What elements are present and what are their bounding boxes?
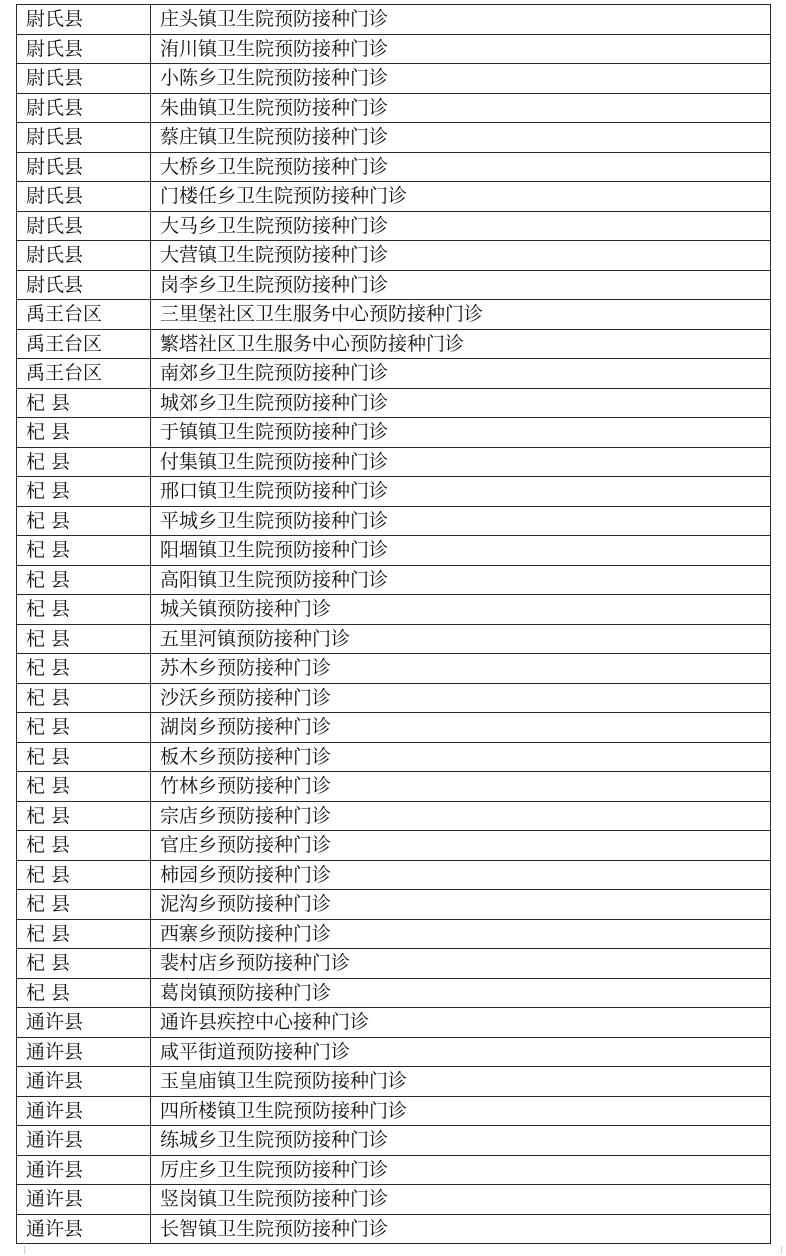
clinic-cell: 南郊乡卫生院预防接种门诊 [151,359,771,389]
district-cell: 通许县 [17,1067,151,1097]
district-cell: 尉氏县 [17,182,151,212]
table-row [17,359,771,389]
district-cell: 杞 县 [17,742,151,772]
table-row [17,64,771,94]
district-cell: 通许县 [17,1008,151,1038]
table-row [17,565,771,595]
clinic-cell: 葛岗镇预防接种门诊 [151,978,771,1008]
document-sheet [16,4,770,1244]
clinic-cell: 大营镇卫生院预防接种门诊 [151,241,771,271]
district-cell: 通许县 [17,1096,151,1126]
clinic-cell: 官庄乡预防接种门诊 [151,831,771,861]
clinic-cell: 岗李乡卫生院预防接种门诊 [151,270,771,300]
clinic-cell: 沙沃乡预防接种门诊 [151,683,771,713]
table-row [17,801,771,831]
district-cell: 通许县 [17,1214,151,1244]
clinic-cell: 宗店乡预防接种门诊 [151,801,771,831]
table-row [17,1037,771,1067]
district-cell: 尉氏县 [17,211,151,241]
district-cell: 杞 县 [17,860,151,890]
clinic-table [16,4,771,1244]
next-table-edge [24,1246,782,1254]
table-row [17,713,771,743]
table-row [17,949,771,979]
table-row [17,388,771,418]
clinic-cell: 玉皇庙镇卫生院预防接种门诊 [151,1067,771,1097]
district-cell: 杞 县 [17,565,151,595]
district-cell: 杞 县 [17,654,151,684]
table-row [17,5,771,35]
table-row [17,241,771,271]
district-cell: 尉氏县 [17,152,151,182]
district-cell: 杞 县 [17,418,151,448]
table-row [17,1126,771,1156]
clinic-cell: 三里堡社区卫生服务中心预防接种门诊 [151,300,771,330]
table-row [17,1096,771,1126]
table-row [17,624,771,654]
clinic-cell: 练城乡卫生院预防接种门诊 [151,1126,771,1156]
district-cell: 杞 县 [17,978,151,1008]
clinic-table-body [17,5,771,1244]
clinic-cell: 裴村店乡预防接种门诊 [151,949,771,979]
district-cell: 杞 县 [17,388,151,418]
clinic-cell: 城郊乡卫生院预防接种门诊 [151,388,771,418]
table-row [17,742,771,772]
clinic-cell: 四所楼镇卫生院预防接种门诊 [151,1096,771,1126]
clinic-cell: 大桥乡卫生院预防接种门诊 [151,152,771,182]
clinic-cell: 西寨乡预防接种门诊 [151,919,771,949]
clinic-cell: 朱曲镇卫生院预防接种门诊 [151,93,771,123]
district-cell: 尉氏县 [17,270,151,300]
clinic-cell: 蔡庄镇卫生院预防接种门诊 [151,123,771,153]
table-row [17,919,771,949]
table-row [17,654,771,684]
district-cell: 杞 县 [17,801,151,831]
table-row [17,418,771,448]
clinic-cell: 苏木乡预防接种门诊 [151,654,771,684]
district-cell: 杞 县 [17,772,151,802]
clinic-cell: 阳堌镇卫生院预防接种门诊 [151,536,771,566]
clinic-cell: 繁塔社区卫生服务中心预防接种门诊 [151,329,771,359]
district-cell: 杞 县 [17,683,151,713]
district-cell: 尉氏县 [17,34,151,64]
district-cell: 尉氏县 [17,64,151,94]
clinic-cell: 板木乡预防接种门诊 [151,742,771,772]
table-row [17,1008,771,1038]
district-cell: 尉氏县 [17,241,151,271]
clinic-cell: 洧川镇卫生院预防接种门诊 [151,34,771,64]
district-cell: 尉氏县 [17,93,151,123]
clinic-cell: 湖岗乡预防接种门诊 [151,713,771,743]
clinic-cell: 长智镇卫生院预防接种门诊 [151,1214,771,1244]
district-cell: 通许县 [17,1185,151,1215]
clinic-cell: 咸平街道预防接种门诊 [151,1037,771,1067]
district-cell: 杞 县 [17,506,151,536]
district-cell: 杞 县 [17,477,151,507]
clinic-cell: 通许县疾控中心接种门诊 [151,1008,771,1038]
district-cell: 尉氏县 [17,123,151,153]
clinic-cell: 大马乡卫生院预防接种门诊 [151,211,771,241]
clinic-cell: 五里河镇预防接种门诊 [151,624,771,654]
clinic-cell: 于镇镇卫生院预防接种门诊 [151,418,771,448]
district-cell: 通许县 [17,1155,151,1185]
table-row [17,1155,771,1185]
clinic-cell: 柿园乡预防接种门诊 [151,860,771,890]
table-row [17,1214,771,1244]
table-row [17,329,771,359]
table-row [17,595,771,625]
district-cell: 杞 县 [17,890,151,920]
clinic-cell: 城关镇预防接种门诊 [151,595,771,625]
table-row [17,152,771,182]
district-cell: 杞 县 [17,919,151,949]
table-row [17,860,771,890]
district-cell: 杞 县 [17,447,151,477]
table-row [17,447,771,477]
table-row [17,536,771,566]
table-row [17,831,771,861]
clinic-cell: 门楼任乡卫生院预防接种门诊 [151,182,771,212]
district-cell: 通许县 [17,1126,151,1156]
table-row [17,978,771,1008]
district-cell: 通许县 [17,1037,151,1067]
clinic-cell: 泥沟乡预防接种门诊 [151,890,771,920]
district-cell: 禹王台区 [17,329,151,359]
district-cell: 杞 县 [17,831,151,861]
table-row [17,182,771,212]
clinic-cell: 厉庄乡卫生院预防接种门诊 [151,1155,771,1185]
table-row [17,93,771,123]
table-row [17,1185,771,1215]
district-cell: 杞 县 [17,536,151,566]
table-row [17,1067,771,1097]
table-row [17,211,771,241]
clinic-cell: 平城乡卫生院预防接种门诊 [151,506,771,536]
district-cell: 杞 县 [17,713,151,743]
table-row [17,270,771,300]
table-row [17,34,771,64]
district-cell: 杞 县 [17,624,151,654]
table-row [17,477,771,507]
district-cell: 杞 县 [17,949,151,979]
clinic-cell: 庄头镇卫生院预防接种门诊 [151,5,771,35]
district-cell: 尉氏县 [17,5,151,35]
district-cell: 禹王台区 [17,300,151,330]
table-row [17,890,771,920]
clinic-cell: 小陈乡卫生院预防接种门诊 [151,64,771,94]
district-cell: 禹王台区 [17,359,151,389]
table-row [17,123,771,153]
clinic-cell: 竹林乡预防接种门诊 [151,772,771,802]
clinic-cell: 邢口镇卫生院预防接种门诊 [151,477,771,507]
clinic-cell: 竖岗镇卫生院预防接种门诊 [151,1185,771,1215]
table-row [17,506,771,536]
clinic-cell: 高阳镇卫生院预防接种门诊 [151,565,771,595]
table-row [17,300,771,330]
table-row [17,772,771,802]
table-row [17,683,771,713]
clinic-cell: 付集镇卫生院预防接种门诊 [151,447,771,477]
district-cell: 杞 县 [17,595,151,625]
